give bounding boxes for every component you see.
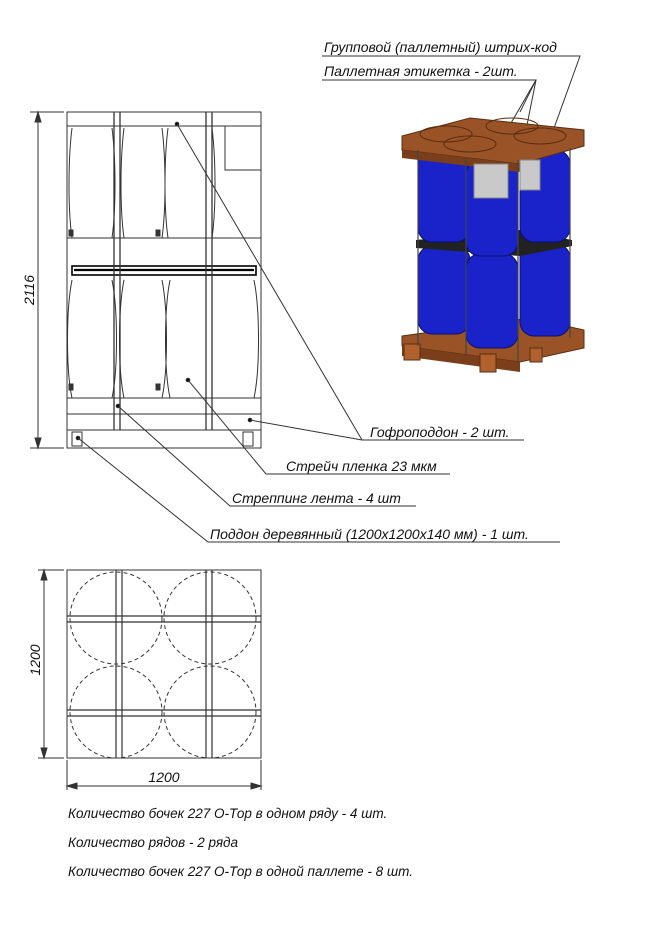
front-view	[67, 112, 261, 448]
pallet-label-callout: Паллетная этикетка - 2шт.	[324, 63, 518, 79]
note-drums-per-row: Количество бочек 227 О-Тор в одном ряду - 4 шт.	[68, 806, 388, 821]
pallet-3d-view	[402, 118, 584, 372]
barcode-callout: Групповой (паллетный) штрих-код	[324, 39, 557, 55]
wooden-pallet-callout: Поддон деревянный (1200х1200х140 мм) - 1 шт.	[210, 526, 529, 542]
note-rows: Количество рядов - 2 ряда	[68, 835, 239, 850]
depth-dimension-label: 1200	[27, 644, 43, 676]
height-dimension-label: 2116	[21, 274, 37, 306]
width-dimension-label: 1200	[148, 769, 180, 785]
note-drums-per-pallet: Количество бочек 227 О-Тор в одной паллете - 8 шт.	[68, 864, 413, 879]
strapping-callout: Стреппинг лента - 4 шт	[232, 490, 401, 506]
stretch-callout: Стрейч пленка 23 мкм	[286, 458, 437, 474]
corrugated-callout: Гофроподдон - 2 шт.	[370, 424, 510, 440]
top-view	[67, 570, 261, 758]
